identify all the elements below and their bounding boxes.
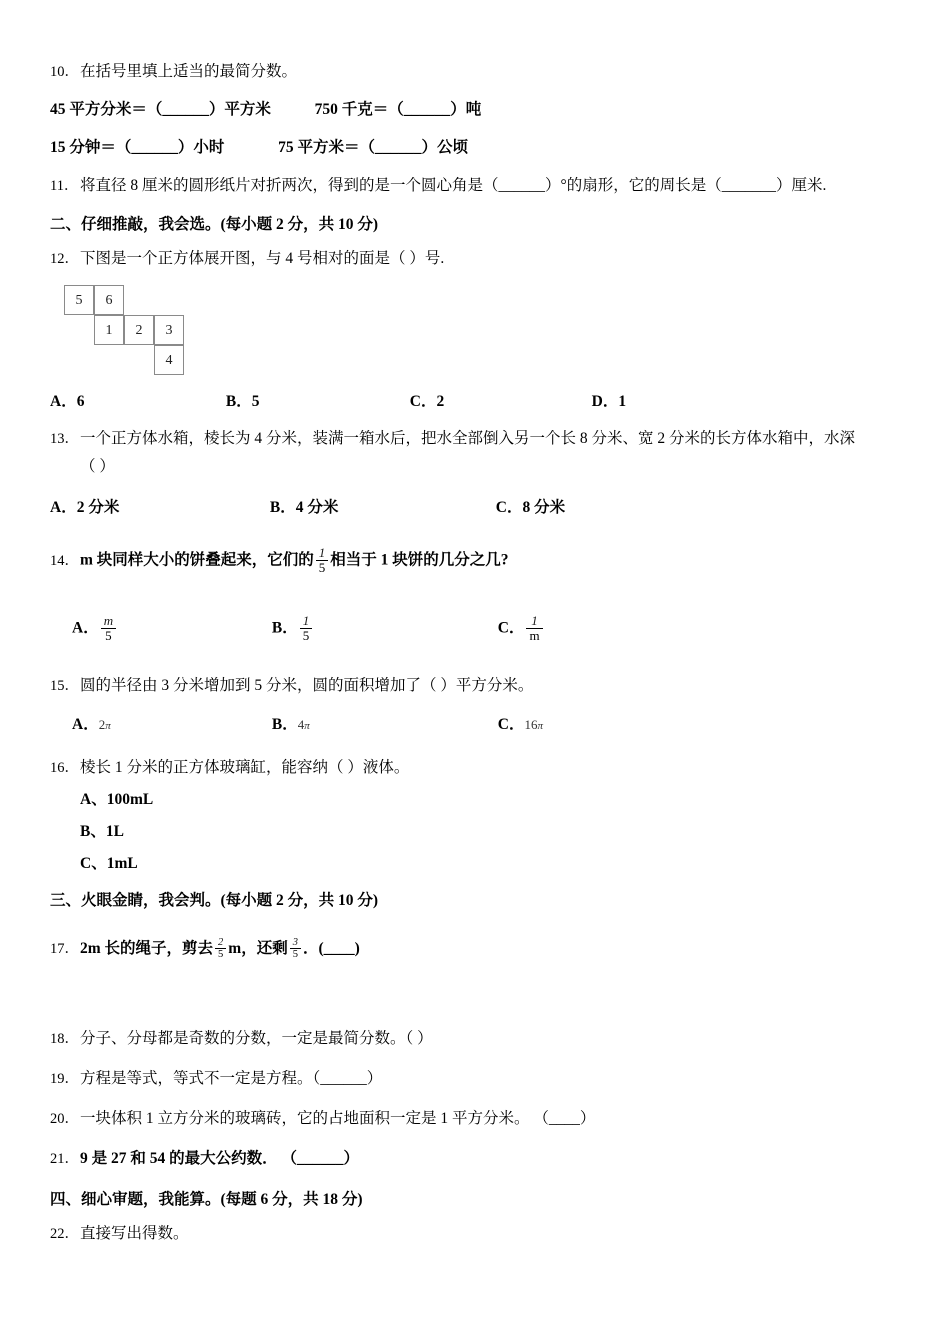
option-b-value: 4 bbox=[297, 716, 305, 732]
fraction-three-fifths: $\frac{3}{5}$ bbox=[290, 937, 301, 960]
pi-symbol: π bbox=[537, 719, 543, 732]
question-21 bbox=[50, 1147, 910, 1171]
section-2-heading: 二、仔细推敲，我会选。(每小题 2 分，共 10 分) bbox=[50, 216, 379, 234]
pi-symbol: π bbox=[105, 719, 111, 732]
fraction-two-fifths: $\frac{2}{5}$ bbox=[215, 937, 226, 960]
fraction-one-fifth: $\frac{1}{5}$ bbox=[316, 546, 329, 574]
option-c-label: C． bbox=[497, 715, 525, 733]
option-a-fraction: $\frac{m}{5}$ bbox=[101, 614, 116, 642]
question-14-text-pre: m 块同样大小的饼叠起来，它们的 bbox=[80, 551, 314, 569]
option-b-value: 5 bbox=[251, 393, 260, 411]
net-cell: 6 bbox=[94, 285, 124, 315]
cube-net-figure bbox=[64, 285, 910, 381]
question-19-number: 19． bbox=[50, 1070, 79, 1087]
question-19-text: 方程是等式，等式不一定是方程。（______） bbox=[80, 1069, 383, 1087]
question-13 bbox=[50, 427, 910, 451]
option-c-label: C． bbox=[497, 620, 525, 638]
option-c-label: C． bbox=[495, 499, 523, 517]
option-c[interactable] bbox=[496, 495, 565, 517]
question-13-blank: （ ） bbox=[80, 458, 115, 476]
question-15-text: 圆的半径由 3 分米增加到 5 分米，圆的面积增加了（ ）平方分米。 bbox=[80, 676, 534, 694]
option-b-fraction: $\frac{1}{5}$ bbox=[300, 614, 313, 642]
option-a-value: 2 bbox=[98, 716, 106, 732]
option-c-label: C． bbox=[409, 393, 437, 411]
question-17-text-pre: 2m 长的绳子，剪去 bbox=[80, 939, 214, 957]
option-b[interactable] bbox=[272, 615, 494, 643]
question-16-text: 棱长 1 分米的正方体玻璃缸，能容纳（ ）液体。 bbox=[80, 758, 410, 776]
question-13-text-cont bbox=[50, 455, 910, 479]
question-20 bbox=[50, 1107, 910, 1131]
question-16 bbox=[50, 756, 910, 780]
net-cell: 3 bbox=[154, 315, 184, 345]
net-cell: 1 bbox=[94, 315, 124, 345]
question-22-text: 直接写出得数。 bbox=[80, 1224, 189, 1242]
option-c-value: 2 bbox=[436, 393, 445, 411]
question-21-number: 21． bbox=[50, 1150, 79, 1167]
option-b-label: B． bbox=[225, 393, 252, 411]
option-a[interactable] bbox=[72, 712, 268, 734]
question-10-text: 在括号里填上适当的最简分数。 bbox=[80, 63, 298, 80]
option-a-label: A、100mL bbox=[80, 790, 154, 808]
question-11-number: 11． bbox=[50, 178, 79, 195]
option-c[interactable] bbox=[498, 615, 545, 643]
option-a-value: 6 bbox=[76, 393, 85, 411]
question-14-options bbox=[50, 615, 910, 643]
question-12-options bbox=[50, 389, 910, 411]
question-17-text-mid: m，还剩 bbox=[228, 939, 288, 957]
option-a-value: 2 分米 bbox=[76, 499, 120, 517]
question-22 bbox=[50, 1222, 910, 1246]
pi-symbol: π bbox=[304, 719, 310, 732]
option-c-fraction: $\frac{1}{m}$ bbox=[526, 614, 542, 642]
q10-row-a-right: 750 千克＝（______）吨 bbox=[314, 101, 482, 119]
option-b-label: B． bbox=[271, 620, 298, 638]
option-d-value: 1 bbox=[618, 393, 627, 411]
question-10-row-b bbox=[50, 136, 910, 160]
option-a-label: A． bbox=[72, 715, 99, 733]
question-16-number: 16． bbox=[50, 759, 79, 776]
option-a-label: A． bbox=[50, 499, 77, 517]
option-b[interactable] bbox=[272, 712, 494, 734]
question-14-text-post: 相当于 1 块饼的几分之几? bbox=[330, 551, 509, 569]
option-d-label: D． bbox=[591, 393, 619, 411]
question-18-text: 分子、分母都是奇数的分数，一定是最简分数。（ ） bbox=[80, 1029, 433, 1047]
q10-row-a-left: 45 平方分米＝（______）平方米 bbox=[50, 101, 271, 119]
question-20-number: 20． bbox=[50, 1110, 79, 1127]
question-10-number: 10． bbox=[50, 64, 79, 80]
question-19 bbox=[50, 1067, 910, 1091]
question-15-options bbox=[50, 712, 910, 734]
option-b-label: B． bbox=[271, 715, 298, 733]
option-b[interactable] bbox=[226, 389, 406, 411]
question-12 bbox=[50, 247, 910, 271]
question-21-text: 9 是 27 和 54 的最大公约数． （______） bbox=[80, 1149, 360, 1167]
option-d[interactable] bbox=[592, 389, 626, 411]
net-cell: 2 bbox=[124, 315, 154, 345]
question-17-text-post: ．(____) bbox=[302, 939, 360, 957]
option-c-value: 16 bbox=[524, 716, 538, 732]
page-content bbox=[50, 60, 910, 1260]
option-c-value: 8 分米 bbox=[522, 499, 566, 517]
question-11-text: 将直径 8 厘米的圆形纸片对折两次，得到的是一个圆心角是（______）°的扇形，它的周长是（_______）厘米. bbox=[80, 177, 827, 195]
question-13-options bbox=[50, 495, 910, 517]
option-a[interactable] bbox=[50, 389, 222, 411]
option-a-label: A． bbox=[72, 620, 99, 638]
question-22-number: 22． bbox=[50, 1225, 79, 1242]
question-13-text: 一个正方体水箱，棱长为 4 分米，装满一箱水后，把水全部倒入另一个长 8 分米、宽 2 分米的长方体水箱中，水深 bbox=[80, 430, 856, 448]
question-15 bbox=[50, 674, 910, 698]
option-c[interactable] bbox=[410, 389, 588, 411]
q10-row-b-right: 75 平方米＝（______）公顷 bbox=[278, 139, 469, 157]
question-10-row-a bbox=[50, 98, 910, 122]
question-16-option-a[interactable] bbox=[50, 788, 910, 812]
option-a[interactable] bbox=[50, 495, 266, 517]
question-15-number: 15． bbox=[50, 677, 79, 694]
question-18-number: 18． bbox=[50, 1030, 79, 1047]
option-c[interactable] bbox=[498, 712, 543, 734]
question-17-number: 17． bbox=[50, 940, 79, 957]
option-b-label: B、1L bbox=[80, 822, 124, 840]
option-c-label: C、1mL bbox=[80, 854, 138, 872]
q10-row-b-left: 15 分钟＝（______）小时 bbox=[50, 139, 225, 157]
question-11 bbox=[50, 174, 910, 198]
net-cell: 5 bbox=[64, 285, 94, 315]
question-14 bbox=[50, 547, 910, 575]
question-13-number: 13． bbox=[50, 431, 79, 448]
question-18 bbox=[50, 1027, 910, 1051]
question-12-number: 12． bbox=[50, 251, 79, 268]
question-10 bbox=[50, 60, 910, 84]
net-cell: 4 bbox=[154, 345, 184, 375]
question-20-text: 一块体积 1 立方分米的玻璃砖，它的占地面积一定是 1 平方分米。 （____） bbox=[80, 1109, 596, 1127]
option-b-value: 4 分米 bbox=[295, 499, 339, 517]
section-3-heading: 三、火眼金睛，我会判。(每小题 2 分，共 10 分) bbox=[50, 891, 379, 909]
option-a[interactable] bbox=[72, 615, 268, 643]
question-16-option-b[interactable] bbox=[50, 820, 910, 844]
question-16-option-c[interactable] bbox=[50, 852, 910, 876]
option-a-label: A． bbox=[50, 393, 77, 411]
option-b[interactable] bbox=[270, 495, 492, 517]
question-14-number: 14． bbox=[50, 552, 79, 569]
question-12-text: 下图是一个正方体展开图，与 4 号相对的面是（ ）号. bbox=[80, 250, 445, 268]
question-17 bbox=[50, 937, 910, 961]
section-4-heading: 四、细心审题，我能算。(每题 6 分，共 18 分) bbox=[50, 1190, 363, 1208]
option-b-label: B． bbox=[269, 499, 296, 517]
